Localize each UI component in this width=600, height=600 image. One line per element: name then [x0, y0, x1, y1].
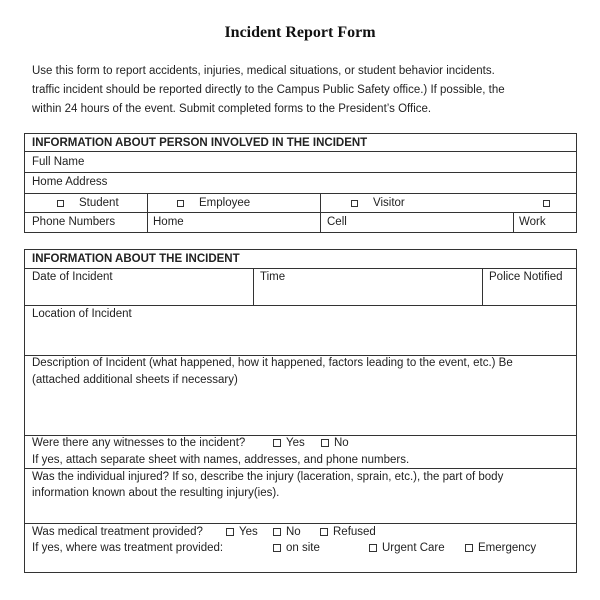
checkbox-icon: [57, 200, 64, 207]
medical-question: Was medical treatment provided?: [32, 526, 203, 538]
incident-section-header: INFORMATION ABOUT THE INCIDENT: [32, 253, 240, 265]
witness-yes-checkbox[interactable]: Yes: [273, 437, 305, 449]
intro-line-2: traffic incident should be reported directly to the Campus Public Safety office.) If possible, the: [32, 84, 505, 96]
intro-line-1: Use this form to report accidents, injuries, medical situations, or student behavior incidents.: [32, 65, 495, 77]
cell-phone-field[interactable]: Cell: [327, 216, 347, 228]
checkbox-icon: [320, 528, 328, 536]
student-checkbox[interactable]: Student: [57, 197, 119, 209]
witness-note: If yes, attach separate sheet with names, addresses, and phone numbers.: [32, 454, 410, 466]
police-notified-field[interactable]: Police Notified: [489, 271, 563, 283]
where-question: If yes, where was treatment provided:: [32, 542, 224, 554]
checkbox-icon: [273, 439, 281, 447]
phone-numbers-label: Phone Numbers: [32, 216, 116, 228]
injured-question-line-1: Was the individual injured? If so, describe the injury (laceration, sprain, etc.), the part of body: [32, 471, 504, 483]
medical-no-checkbox[interactable]: No: [273, 526, 301, 538]
description-label-line-1: Description of Incident (what happened, how it happened, factors leading to the event, etc.) Be: [32, 357, 513, 369]
home-phone-field[interactable]: Home: [153, 216, 184, 228]
witness-question: Were there any witnesses to the incident?: [32, 437, 246, 449]
checkbox-icon: [351, 200, 358, 207]
employee-checkbox[interactable]: Employee: [177, 197, 250, 209]
date-of-incident-field[interactable]: Date of Incident: [32, 271, 113, 283]
emergency-checkbox[interactable]: Emergency: [465, 542, 536, 554]
work-phone-field[interactable]: Work: [519, 216, 546, 228]
form-title: Incident Report Form: [224, 24, 376, 41]
checkbox-icon: [226, 528, 234, 536]
urgent-care-checkbox[interactable]: Urgent Care: [369, 542, 445, 554]
person-section-header: INFORMATION ABOUT PERSON INVOLVED IN THE INCIDENT: [32, 137, 368, 149]
full-name-field[interactable]: Full Name: [32, 156, 85, 168]
injured-question-line-2: information known about the resulting injury(ies).: [32, 487, 280, 499]
other-checkbox[interactable]: [543, 197, 555, 209]
medical-yes-checkbox[interactable]: Yes: [226, 526, 258, 538]
checkbox-icon: [369, 544, 377, 552]
visitor-checkbox[interactable]: Visitor: [351, 197, 405, 209]
medical-refused-checkbox[interactable]: Refused: [320, 526, 376, 538]
on-site-checkbox[interactable]: on site: [273, 542, 320, 554]
checkbox-icon: [273, 528, 281, 536]
home-address-field[interactable]: Home Address: [32, 176, 108, 188]
checkbox-icon: [543, 200, 550, 207]
intro-line-3: within 24 hours of the event. Submit completed forms to the President’s Office.: [32, 103, 432, 115]
checkbox-icon: [273, 544, 281, 552]
description-label-line-2: (attached additional sheets if necessary): [32, 374, 238, 386]
checkbox-icon: [465, 544, 473, 552]
time-field[interactable]: Time: [260, 271, 286, 283]
checkbox-icon: [177, 200, 184, 207]
incident-section: [24, 249, 577, 573]
checkbox-icon: [321, 439, 329, 447]
witness-no-checkbox[interactable]: No: [321, 437, 349, 449]
location-field[interactable]: Location of Incident: [32, 308, 132, 320]
